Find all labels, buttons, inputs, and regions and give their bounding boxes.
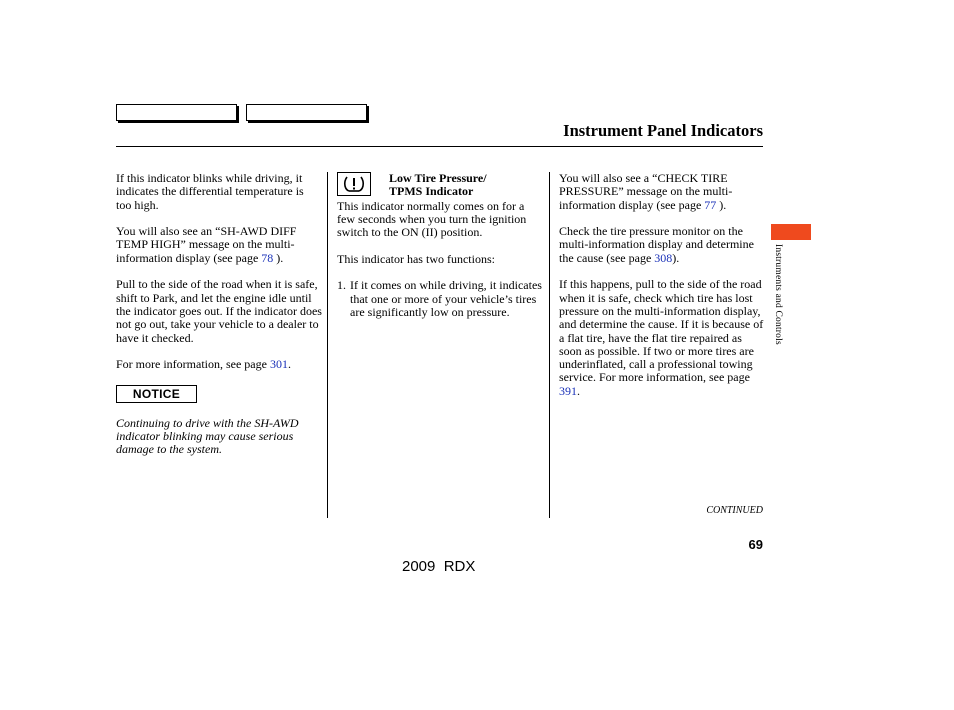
- tpms-icon: [337, 172, 371, 196]
- text: ).: [276, 250, 284, 265]
- page-link-77[interactable]: 77: [704, 197, 717, 212]
- section-tab-marker: [771, 224, 811, 240]
- paragraph: [116, 358, 322, 371]
- page-number: 69: [748, 537, 763, 552]
- text: You will also see a “CHECK TIRE PRESSURE” message on the multi-information display (see page: [559, 171, 733, 212]
- text: You will also see an “SH-AWD DIFF TEMP HIGH” message on the multi-information display (see page: [116, 224, 297, 265]
- text: For more information, see page: [116, 357, 267, 372]
- text: Check the tire pressure monitor on the multi-information display and determine the cause (see page: [559, 224, 754, 265]
- page-link-391[interactable]: 391: [559, 383, 577, 398]
- text: If this happens, pull to the side of the road when it is safe, check which tire has lost pressure on the multi-information display, and determine the cause. If it is because of a flat tire, have the flat tire repaired as soon as possible. If two or more tires are underinflated, call a professional towing service. For more information, see page: [559, 277, 764, 385]
- paragraph: [116, 225, 322, 265]
- column-3: [559, 172, 767, 411]
- indicator-title-line-1: Low Tire Pressure/: [389, 171, 487, 185]
- indicator-header: [337, 172, 543, 199]
- notice-label: NOTICE: [116, 385, 197, 403]
- section-title: Instrument Panel Indicators: [563, 121, 763, 140]
- nav-button-next[interactable]: [246, 104, 367, 121]
- text: .: [577, 383, 580, 398]
- paragraph: This indicator has two functions:: [337, 251, 495, 266]
- paragraph: If this indicator blinks while driving, it indicates the differential temperature is too high.: [116, 171, 304, 212]
- footer-model: 2009 RDX: [402, 558, 476, 575]
- nav-button-previous[interactable]: [116, 104, 237, 121]
- list-item: [337, 279, 543, 319]
- page-link-78[interactable]: 78: [261, 250, 274, 265]
- list-text: If it comes on while driving, it indicates that one or more of your vehicle’s tires are significantly low on pressure.: [350, 278, 542, 319]
- column-1: [116, 172, 322, 470]
- column-divider-2: [549, 172, 550, 518]
- paragraph: [559, 225, 767, 265]
- header-divider: [116, 146, 763, 147]
- page-link-301[interactable]: 301: [269, 357, 288, 372]
- tire-pressure-icon: [341, 175, 367, 193]
- continued-label: CONTINUED: [706, 505, 763, 516]
- indicator-title: [389, 172, 487, 199]
- column-2: [337, 172, 543, 319]
- paragraph: This indicator normally comes on for a few seconds when you turn the ignition switch to the ON (II) position.: [337, 198, 527, 240]
- paragraph: [559, 278, 767, 398]
- side-section-label: Instruments and Controls: [773, 244, 783, 345]
- text: ).: [719, 197, 727, 212]
- paragraph: [559, 172, 767, 212]
- indicator-title-line-2: TPMS Indicator: [389, 184, 474, 199]
- list-number: 1.: [337, 278, 346, 293]
- column-divider-1: [327, 172, 328, 518]
- text: .: [287, 357, 291, 372]
- paragraph: Pull to the side of the road when it is safe, shift to Park, and let the engine idle until the indicator goes out. If the indicator does not go out, take your vehicle to a dealer to have it checked.: [116, 277, 322, 345]
- text: ).: [672, 250, 680, 265]
- notice-text: Continuing to drive with the SH-AWD indicator blinking may cause serious damage to the system.: [116, 415, 299, 457]
- page-link-308[interactable]: 308: [654, 250, 673, 265]
